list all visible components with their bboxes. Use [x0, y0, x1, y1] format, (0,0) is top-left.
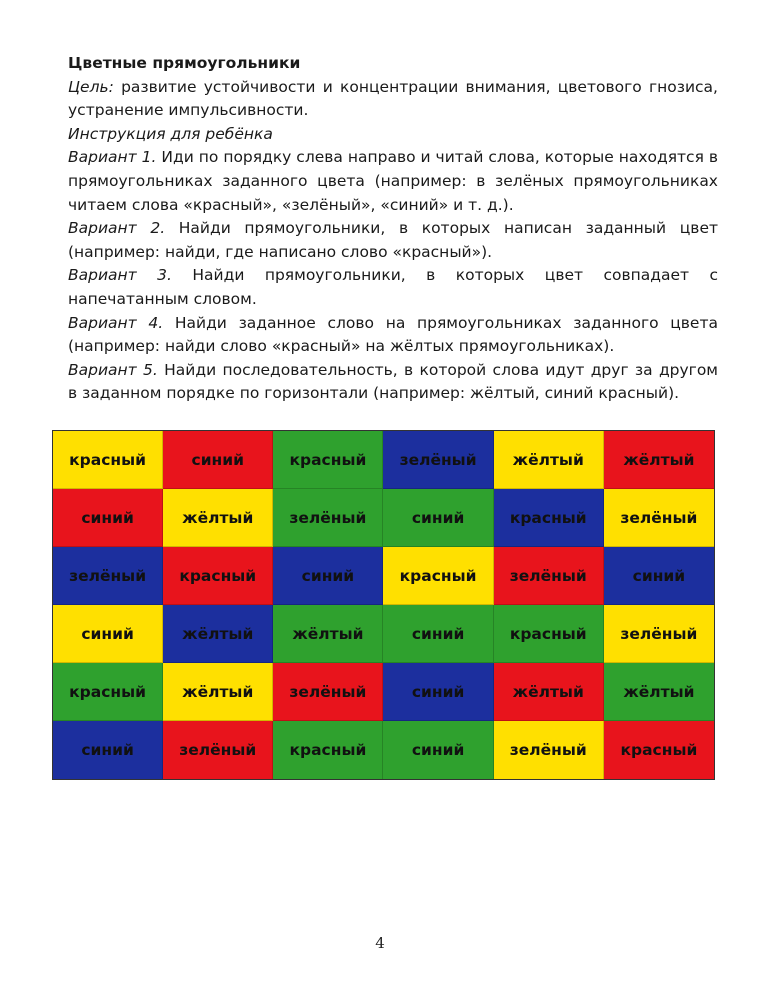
variant-1-paragraph: [68, 146, 718, 217]
variant-4-label: Вариант 4.: [68, 313, 164, 332]
color-cell: жёлтый: [494, 663, 604, 721]
exercise-title: Цветные прямоугольники: [68, 54, 301, 72]
color-cell: синий: [383, 605, 493, 663]
variant-4-paragraph: [68, 312, 718, 359]
color-cell: красный: [494, 489, 604, 547]
color-cell: красный: [53, 663, 163, 721]
goal-paragraph: [68, 76, 718, 123]
variant-2-label: Вариант 2.: [68, 219, 166, 238]
color-cell: красный: [383, 547, 493, 605]
color-cell: синий: [383, 663, 493, 721]
variant-1-label: Вариант 1.: [68, 148, 157, 167]
variant-3-text: Найди прямоугольники, в которых цвет совпадает с напечатанным словом.: [68, 266, 718, 308]
color-cell: синий: [383, 489, 493, 547]
color-cell: зелёный: [604, 605, 714, 663]
color-cell: зелёный: [273, 663, 383, 721]
variant-2-paragraph: [68, 217, 718, 264]
color-cell: жёлтый: [604, 663, 714, 721]
color-cell: жёлтый: [273, 605, 383, 663]
color-cell: красный: [53, 431, 163, 489]
color-cell: жёлтый: [494, 431, 604, 489]
goal-text: развитие устойчивости и концентрации внимания, цветового гнозиса, устранение импульсивности.: [68, 77, 718, 120]
color-cell: зелёный: [273, 489, 383, 547]
variant-5-label: Вариант 5.: [68, 360, 158, 379]
color-cell: жёлтый: [163, 489, 273, 547]
variant-3-label: Вариант 3.: [68, 266, 172, 285]
exercise-text: [68, 52, 718, 406]
color-cell: синий: [53, 721, 163, 779]
color-cell: зелёный: [494, 547, 604, 605]
color-cell: зелёный: [163, 721, 273, 779]
color-cell: синий: [273, 547, 383, 605]
color-word-grid: [52, 430, 715, 780]
color-cell: синий: [383, 721, 493, 779]
color-cell: зелёный: [604, 489, 714, 547]
color-cell: жёлтый: [604, 431, 714, 489]
color-cell: синий: [604, 547, 714, 605]
variant-4-text: Найди заданное слово на прямоугольниках заданного цвета (например: найди слово «красный» на жёлтых прямоугольниках).: [68, 313, 719, 356]
color-cell: красный: [604, 721, 714, 779]
color-cell: зелёный: [494, 721, 604, 779]
color-cell: синий: [53, 605, 163, 663]
instruction-label: Инструкция для ребёнка: [68, 124, 273, 143]
variant-5-text: Найди последовательность, в которой слова идут друг за другом в заданном порядке по горизонтали (например: жёлтый, синий красный).: [68, 360, 718, 403]
color-cell: красный: [273, 431, 383, 489]
color-cell: красный: [494, 605, 604, 663]
variant-2-text: Найди прямоугольники, в которых написан заданный цвет (например: найди, где написано слово «красный»).: [68, 219, 719, 261]
color-cell: зелёный: [383, 431, 493, 489]
variant-3-paragraph: [68, 264, 718, 311]
color-cell: синий: [163, 431, 273, 489]
color-cell: зелёный: [53, 547, 163, 605]
page-number: 4: [375, 934, 385, 952]
goal-label: Цель:: [68, 77, 114, 96]
color-cell: красный: [163, 547, 273, 605]
variant-5-paragraph: [68, 359, 718, 406]
color-cell: синий: [53, 489, 163, 547]
variant-1-text: Иди по порядку слева направо и читай слова, которые находятся в прямоугольниках заданного цвета (например: в зелёных прямоугольниках читаем слова «красный», «зелёный», «синий» и т. д.).: [68, 148, 718, 214]
color-cell: красный: [273, 721, 383, 779]
color-cell: жёлтый: [163, 605, 273, 663]
color-cell: жёлтый: [163, 663, 273, 721]
